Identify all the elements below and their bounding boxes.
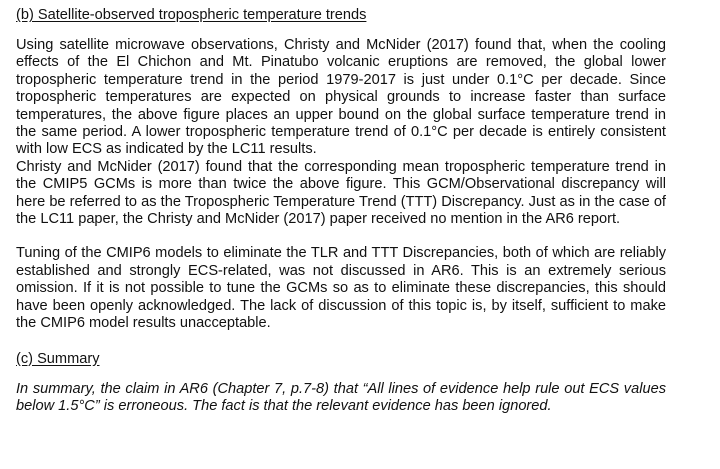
section-b-paragraph-3: Tuning of the CMIP6 models to eliminate the TLR and TTT Discrepancies, both of which are reliably established and strongly ECS-related, was not discussed in AR6. This is an extremely serious omission. If it is not possible to tune the GCMs so as to eliminate these discrepancies, this should have been openly acknowledged. The lack of discussion of this topic is, by itself, sufficient to make the CMIP6 model results unacceptable. [16, 245, 666, 332]
section-b-paragraph-2: Christy and McNider (2017) found that the corresponding mean tropospheric temperature trend in the CMIP5 GCMs is more than twice the above figure. This GCM/Observational discrepancy will here be referred to as the Tropospheric Temperature Trend (TTT) Discrepancy. Just as in the case of the LC11 paper, the Christy and McNider (2017) paper received no mention in the AR6 report. [16, 158, 666, 228]
section-b-paragraph-1: Using satellite microwave observations, Christy and McNider (2017) found that, when the cooling effects of the El Chichon and Mt. Pinatubo volcanic eruptions are removed, the global lower tropospheric temperature trend in the period 1979-2017 is just under 0.1°C per decade. Since tropospheric temperatures are expected on physical grounds to increase faster than surface temperatures, the above figure places an upper bound on the global surface temperature trend in the same period. A lower tropospheric temperature trend of 0.1°C per decade is entirely consistent with low ECS as indicated by the LC11 results. [16, 37, 666, 158]
section-c-heading: (c) Summary [16, 350, 100, 367]
section-c-summary-paragraph: In summary, the claim in AR6 (Chapter 7, p.7-8) that “All lines of evidence help rule out ECS values below 1.5°C” is erroneous. The fact is that the relevant evidence has been ignored. [16, 380, 666, 414]
document-page [16, 6, 666, 415]
section-b-heading: (b) Satellite-observed tropospheric temperature trends [16, 7, 367, 23]
